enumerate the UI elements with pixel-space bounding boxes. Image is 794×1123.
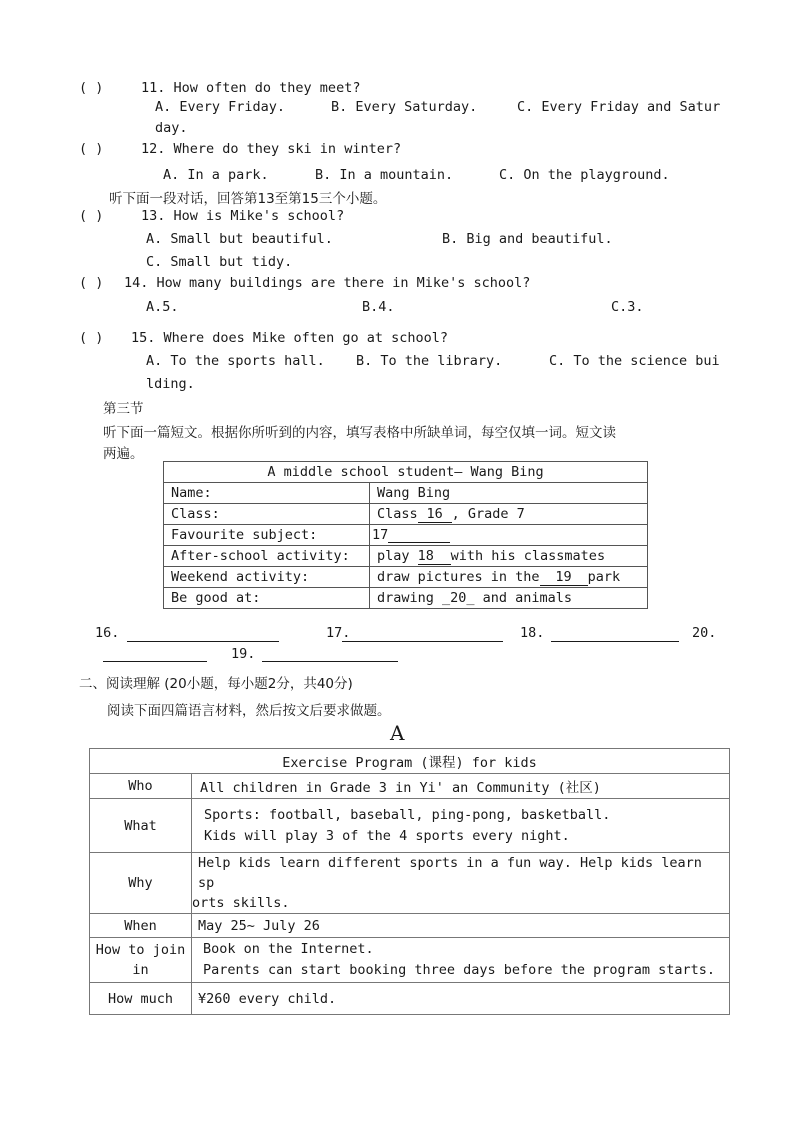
value-text: with his classmates (450, 547, 606, 564)
option-b: B. In a mountain. (315, 167, 454, 183)
answer-number: 20. (692, 625, 717, 641)
row-label: What (90, 799, 192, 853)
question-stem: 12. Where do they ski in winter? (141, 141, 402, 157)
answer-bracket: ( ) (79, 330, 104, 346)
value-text: play (377, 547, 418, 564)
row-label: Favourite subject: (164, 525, 370, 546)
row-label: After-school activity: (164, 546, 370, 567)
answer-bracket: ( ) (79, 275, 104, 291)
table-row (90, 914, 730, 938)
table-row (90, 799, 730, 853)
row-value (192, 853, 730, 914)
table-row (164, 546, 648, 567)
label-line: in (132, 962, 149, 978)
value-line: orts skills. (192, 895, 290, 911)
row-label: Be good at: (164, 588, 370, 609)
exercise-program-table (89, 748, 730, 1015)
blank-18: 18 (418, 548, 451, 565)
row-value (192, 938, 730, 983)
row-value (370, 546, 648, 567)
option-c: C. Every Friday and Satur (517, 99, 721, 115)
row-value: All children in Grade 3 in Yi' an Community (社区) (192, 774, 730, 799)
table-row (164, 588, 648, 609)
value-text: Class (377, 505, 418, 522)
table-row (164, 567, 648, 588)
row-value: drawing _20_ and animals (370, 588, 648, 609)
option-b: B. Big and beautiful. (442, 231, 613, 247)
option-c: C. On the playground. (499, 167, 670, 183)
student-info-table (163, 461, 648, 609)
row-value: Wang Bing (370, 483, 648, 504)
question-stem: 13. How is Mike's school? (141, 208, 345, 224)
row-value (370, 567, 648, 588)
part-heading: 二、阅读理解 (20小题，每小题2分，共40分) (79, 676, 353, 692)
table-row (90, 774, 730, 799)
option-a: A. In a park. (163, 167, 269, 183)
table-row (164, 483, 648, 504)
value-line: Book on the Internet. (203, 941, 374, 957)
row-label (90, 938, 192, 983)
value-text: draw pictures in the (377, 568, 540, 585)
answer-number: 18. (520, 625, 545, 641)
answer-bracket: ( ) (79, 141, 104, 157)
option-a: A.5. (146, 299, 179, 315)
answer-20-input[interactable] (103, 661, 207, 662)
row-label: Why (90, 853, 192, 914)
value-text: , Grade 7 (451, 505, 525, 522)
table-title: A middle school student— Wang Bing (164, 462, 648, 483)
option-c-continued: lding. (146, 376, 195, 392)
blank-16: 16 (418, 506, 452, 523)
table-row (90, 853, 730, 914)
row-value (192, 799, 730, 853)
table-title: Exercise Program (课程) for kids (90, 749, 730, 774)
section-instruction-continued: 两遍。 (103, 446, 144, 462)
row-label: When (90, 914, 192, 938)
value-line: Parents can start booking three days before the program starts. (203, 962, 716, 978)
table-row (164, 525, 648, 546)
option-a: A. To the sports hall. (146, 353, 325, 369)
question-stem: 11. How often do they meet? (141, 80, 361, 96)
blank-19: 19 (540, 569, 588, 586)
label-line: How to join (95, 942, 186, 958)
row-value: ¥260 every child. (192, 983, 730, 1015)
answer-number: 16. (95, 625, 120, 641)
value-line: Help kids learn different sports in a fun way. Help kids learn sp (198, 855, 702, 891)
option-c: C. To the science bui (549, 353, 720, 369)
row-label: Class: (164, 504, 370, 525)
option-c: C.3. (611, 299, 644, 315)
option-a: A. Every Friday. (155, 99, 286, 115)
option-c: C. Small but tidy. (146, 254, 293, 270)
option-b: B. Every Saturday. (331, 99, 478, 115)
option-a: A. Small but beautiful. (146, 231, 333, 247)
option-c-continued: day. (155, 120, 188, 136)
passage-letter: A (390, 721, 405, 745)
blank-17 (388, 528, 450, 543)
value-text: park (587, 568, 621, 585)
answer-number: 19. (231, 646, 256, 662)
row-value: May 25~ July 26 (192, 914, 730, 938)
value-line: Sports: football, baseball, ping-pong, basketball. (204, 806, 611, 823)
value-line: Kids will play 3 of the 4 sports every night. (204, 827, 570, 844)
section-title: 第三节 (103, 401, 144, 417)
table-row (90, 983, 730, 1015)
answer-17-input[interactable] (342, 641, 503, 642)
row-label: Weekend activity: (164, 567, 370, 588)
row-label: Who (90, 774, 192, 799)
answer-bracket: ( ) (79, 208, 104, 224)
question-stem: 14. How many buildings are there in Mike's school? (124, 275, 531, 291)
section-instruction: 听下面一篇短文。根据你所听到的内容，填写表格中所缺单词，每空仅填一词。短文读 (103, 425, 616, 441)
table-row (90, 938, 730, 983)
answer-18-input[interactable] (551, 641, 679, 642)
answer-number: 17. (326, 625, 351, 641)
answer-16-input[interactable] (127, 641, 279, 642)
row-label: How much (90, 983, 192, 1015)
row-value (370, 525, 648, 546)
option-b: B. To the library. (356, 353, 503, 369)
option-b: B.4. (362, 299, 395, 315)
row-label: Name: (164, 483, 370, 504)
value-text: 17 (372, 527, 389, 543)
table-row (164, 504, 648, 525)
answer-bracket: ( ) (79, 80, 104, 96)
part-instruction: 阅读下面四篇语言材料，然后按文后要求做题。 (107, 703, 391, 719)
row-value (370, 504, 648, 525)
answer-19-input[interactable] (262, 661, 398, 662)
question-stem: 15. Where does Mike often go at school? (131, 330, 448, 346)
dialogue-instruction: 听下面一段对话，回答第13至第15三个小题。 (109, 191, 387, 207)
